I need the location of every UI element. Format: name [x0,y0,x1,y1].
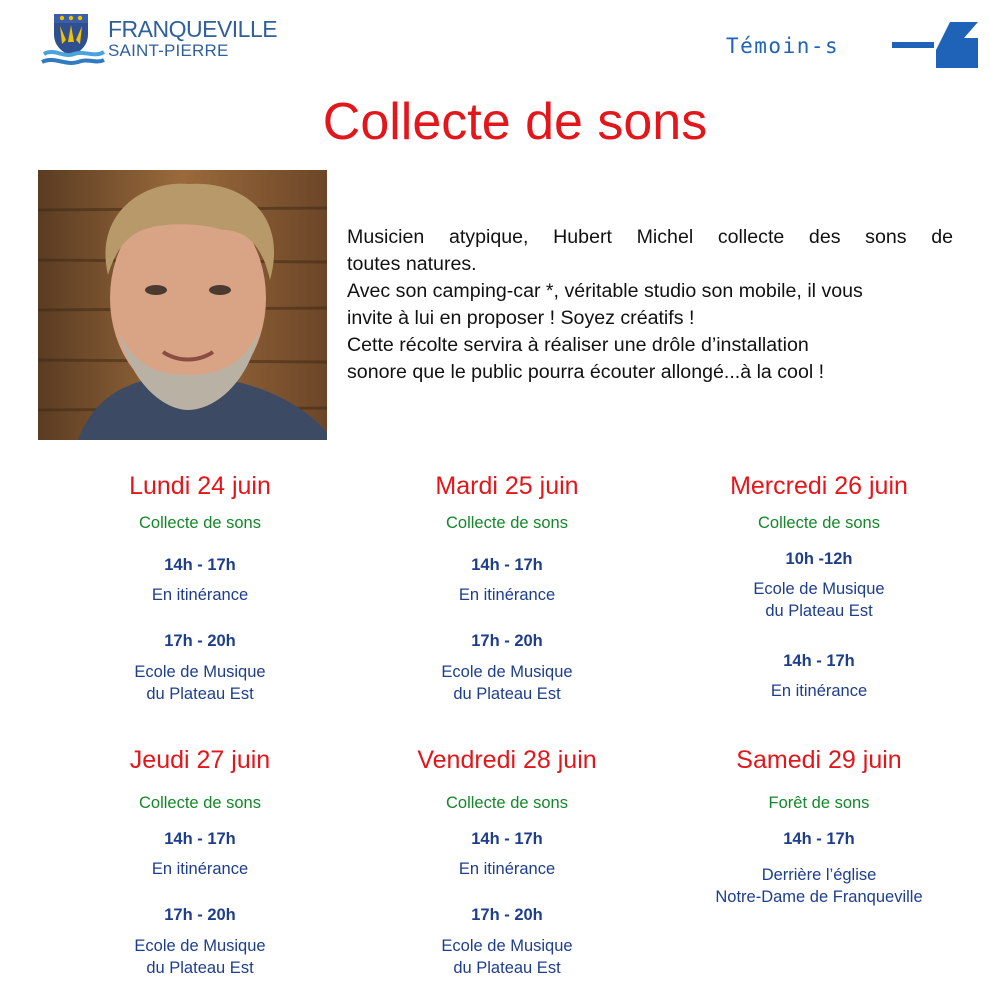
coat-of-arms-icon [40,10,106,66]
slot-place: En itinérance [151,586,249,604]
slot-place: Ecole de Musique [441,663,573,681]
intro-line: sonore que le public pourra écouter allongé...à la cool ! [347,361,825,383]
page-title: Collecte de sons [322,93,708,151]
intro-line: Avec son camping-car *, véritable studio son mobile, il vous [347,280,863,302]
day-title: Jeudi 27 juin [129,746,271,774]
slot-place: Derrière l’église [761,866,877,884]
day-activity: Collecte de sons [446,514,568,532]
intro-line: toutes natures. [347,253,477,275]
day-title: Lundi 24 juin [129,472,271,500]
slot-place: du Plateau Est [453,959,561,977]
day-title: Mercredi 26 juin [730,472,908,500]
slot-place: du Plateau Est [453,685,561,703]
slot-place: Ecole de Musique [134,937,266,955]
slot-place: En itinérance [458,586,556,604]
intro-text [347,224,953,386]
slot-place: Ecole de Musique [441,937,573,955]
slot-place: En itinérance [458,860,556,878]
day-title: Mardi 25 juin [435,472,579,500]
slot-time: 17h - 20h [471,632,543,650]
slot-time: 14h - 17h [471,556,543,574]
slot-place: Notre-Dame de Franqueville [715,888,923,906]
musician-portrait [38,170,327,440]
intro-line: Cette récolte servira à réaliser une drôle d’installation [347,334,809,356]
slot-time: 14h - 17h [471,830,543,848]
slot-place: En itinérance [770,682,868,700]
slot-time: 14h - 17h [164,556,236,574]
day-title: Vendredi 28 juin [417,746,597,774]
slot-time: 14h - 17h [783,830,855,848]
intro-line: invite à lui en proposer ! Soyez créatifs ! [347,307,695,329]
partner-name: Témoin-s [726,34,840,58]
slot-place: du Plateau Est [146,959,254,977]
city-logo [40,10,278,66]
logo-line2: SAINT-PIERRE [108,41,229,60]
day-activity: Collecte de sons [139,794,261,812]
slot-time: 14h - 17h [164,830,236,848]
slot-place: Ecole de Musique [753,580,885,598]
slot-time: 17h - 20h [471,906,543,924]
slot-time: 10h -12h [785,550,853,568]
slot-time: 14h - 17h [783,652,855,670]
intro-line: Musicien atypique, Hubert Michel collecte des sons de [347,226,953,248]
temoins-mark-icon [890,20,982,70]
slot-place: En itinérance [151,860,249,878]
slot-place: Ecole de Musique [134,663,266,681]
day-activity: Collecte de sons [758,514,880,532]
day-activity: Forêt de sons [768,794,870,812]
day-activity: Collecte de sons [139,514,261,532]
slot-time: 17h - 20h [164,906,236,924]
slot-place: du Plateau Est [146,685,254,703]
slot-place: du Plateau Est [765,602,873,620]
day-activity: Collecte de sons [446,794,568,812]
logo-line1: FRANQUEVILLE [108,16,278,42]
slot-time: 17h - 20h [164,632,236,650]
day-title: Samedi 29 juin [736,746,902,774]
